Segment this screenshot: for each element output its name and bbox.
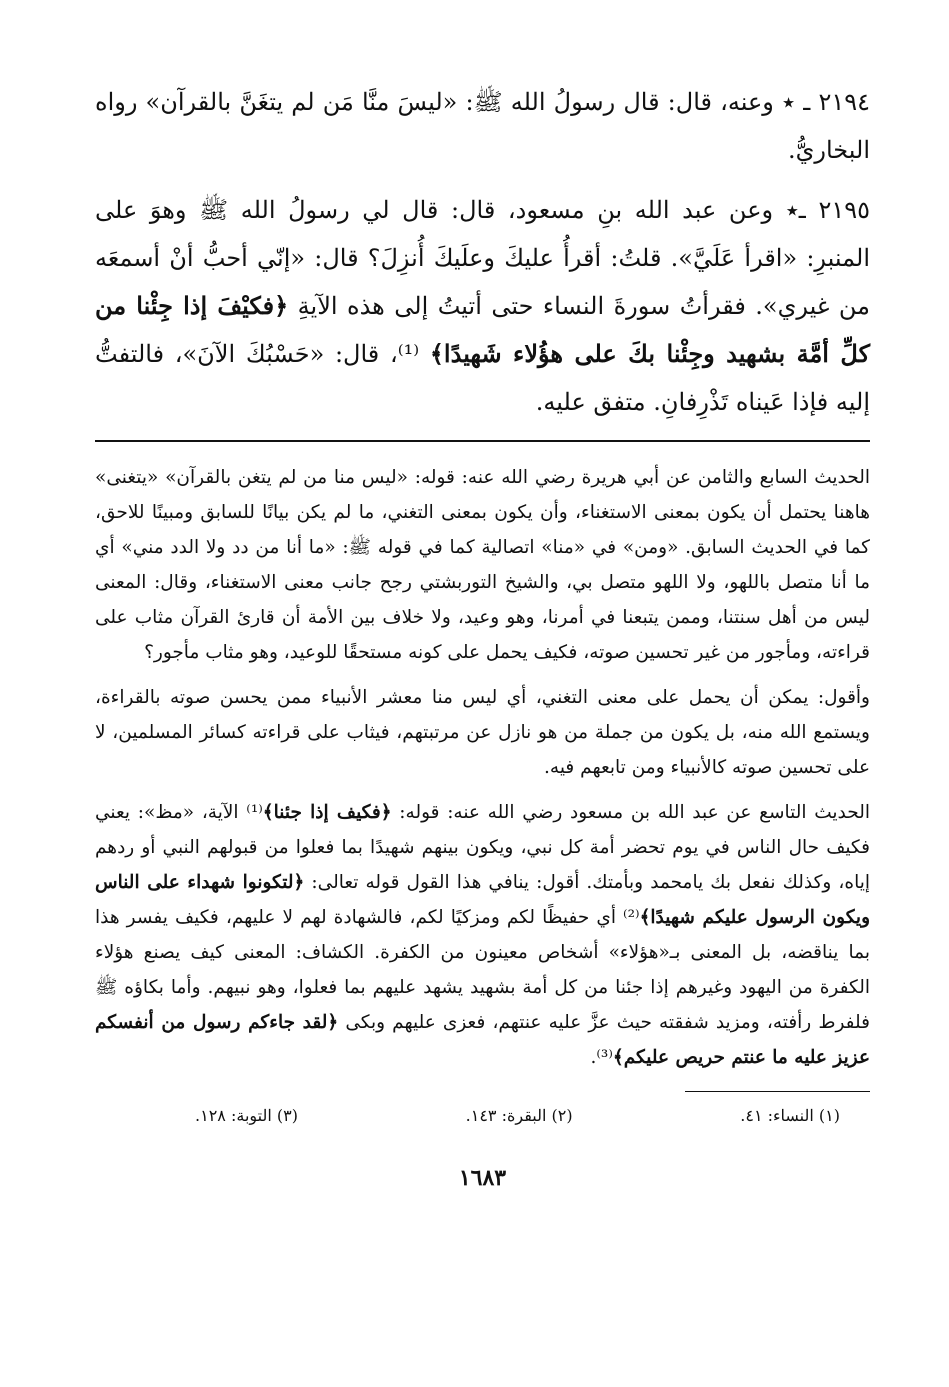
hadith-2195-text-1: ٢١٩٥ ـ٭ وعن عبد الله بنِ مسعود، قال: قال لي رسولُ الله ﷺ وهوَ على المنبرِ: «اقرأ عَلَيَّ». قلتُ: أقرأُ عليكَ وعلَيكَ أُنزِلَ؟ قال: «إنّي أحبُّ أنْ أسمعَه من غيري». فقرأتُ سورةَ النساء حتى أتيتُ إلى هذه الآيةِ: [95, 196, 870, 320]
footnote-rule: [685, 1091, 870, 1092]
quran-verse: ﴿فكيْفَ إذا جِئْنا من كلِّ أمَّة بشهيد وجِئْنا بكَ على هؤُلاء شَهيدًا﴾: [95, 291, 871, 368]
hadith-2194: ٢١٩٤ ـ ٭ وعنه، قال: قال رسولُ الله ﷺ: «ليسَ منَّا مَن لم يتغَنَّ بالقرآن» رواه البخاريُّ.: [95, 88, 870, 164]
page-number: ١٦٨٣: [458, 1165, 507, 1191]
hadith-section: [95, 78, 870, 426]
footnote-2: (٢) البقرة: ١٤٣.: [465, 1106, 573, 1125]
commentary-3-text-2: ⁽¹⁾ الآية، «مظ»: يعني فكيف حال الناس في يوم تحضر أمة كل نبي، ويكون بينهم شهيدًا بما فعلوا من قبولهم النبي أو ردهم إياه، وكذلك نفعل بك يامحمد وبأمتك. أقول: ينافي هذا القول قوله تعالى:: [95, 802, 870, 893]
commentary-3-text-4: ⁽³⁾.: [590, 1047, 613, 1068]
quran-quote-2: ﴿لتكونوا شهداء على الناس ويكون الرسول عليكم شهيدًا﴾: [95, 872, 870, 928]
quran-quote-1: ﴿فكيف إذا جئنا﴾: [262, 802, 392, 823]
commentary-paragraph-2: وأقول: يمكن أن يحمل على معنى التغني، أي ليس منا معشر الأنبياء ممن يحسن صوته بالقراءة، ويستمع الله منه، بل يكون من جملة من هو نازل عن مرتبتهم، فيثاب على قراءته كسائر المسلمين، لا على تحسين صوته كالأنبياء ومن تابعهم فيه.: [95, 687, 870, 778]
footnote-1: (١) النساء: ٤١.: [740, 1106, 840, 1125]
footnote-3: (٣) التوبة: ١٢٨.: [195, 1106, 298, 1125]
section-divider: [95, 440, 870, 442]
hadith-2195-text-2: ⁽¹⁾، قال: «حَسْبُكَ الآنَ»، فالتفتُّ إليه فإذا عَيناه تَذْرِفانِ. متفق عليه.: [95, 340, 870, 416]
quran-quote-3: ﴿لقد جاءكم رسول من أنفسكم عزيز عليه ما عنتم حريص عليكم﴾: [95, 1012, 870, 1068]
commentary-3-text-3: ⁽²⁾ أي حفيظًا لكم ومزكيًا لكم، فالشهادة لهم لا عليهم، فكيف يفسر هذا بما يناقضه، بل المعنى بـ«هؤلاء» أشخاص معينون من الكفرة. الكشاف: المعنى كيف يصنع هؤلاء الكفرة من اليهود وغيرهم إذا جئنا من كل أمة بشهيد يشهد عليهم بما فعلوا، وهو نبيهم. وأما بكاؤه ﷺ فلفرط رأفته، ومزيد شفقته حيث عزَّ عليه عنتهم، فعزى عليهم وبكى: [95, 907, 870, 1033]
hadith-2195: [95, 186, 870, 426]
commentary-paragraph-3: [95, 795, 870, 1075]
page: [95, 78, 870, 1191]
commentary-3-text-1: الحديث التاسع عن عبد الله بن مسعود رضي الله عنه: قوله:: [391, 802, 870, 823]
commentary-section: [95, 460, 870, 1075]
commentary-paragraph-1: الحديث السابع والثامن عن أبي هريرة رضي الله عنه: قوله: «ليس منا من لم يتغن بالقرآن» «يتغنى» هاهنا يحتمل أن يكون بمعنى الاستغناء، وأن يكون بمعنى التغني، ما لم يكن بيانًا للسابق ومبينًا للاحق، كما في الحديث السابق. «ومن» في «منا» اتصالية كما في قوله ﷺ: «ما أنا من دد ولا الدد مني» أي ما أنا متصل باللهو، ولا اللهو متصل بي، والشيخ التوربشتي رجح جانب معنى الاستغناء، وقال: المعنى ليس من أهل سنتنا، وممن يتبعنا في أمرنا، وهو وعيد، ولا خلاف بين الأمة أن قارئ القرآن مثاب على قراءته، ومأجور من غير تحسين صوته، فكيف يحمل على كونه مستحقًا للوعيد، وهو مثاب مأجور؟: [95, 467, 870, 663]
footnotes: [95, 1106, 870, 1125]
